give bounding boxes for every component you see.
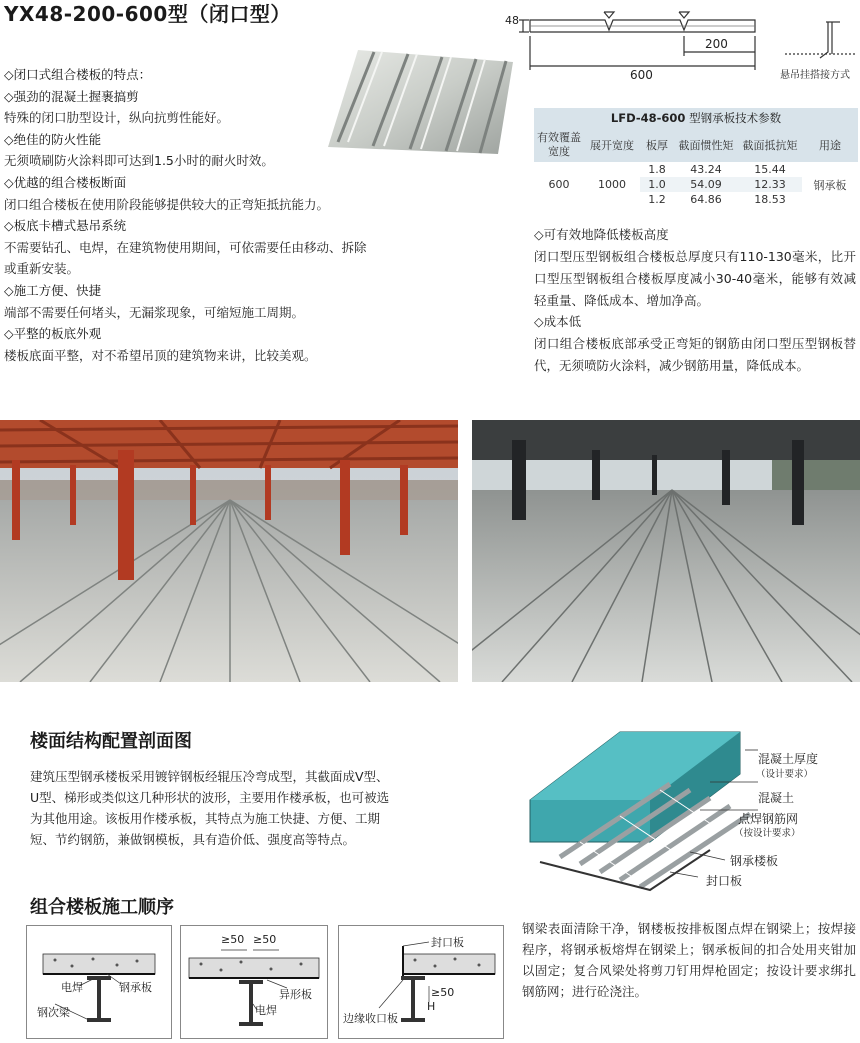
- spec-table: [534, 128, 858, 207]
- label-welded-mesh: 点焊钢筋网: [738, 812, 799, 826]
- section2-body: 钢梁表面清除干净，钢楼板按排板图点焊在钢梁上；按焊接程序，将钢承板熔焊在钢梁上；钢承板间的扣合处用夹钳加以固定；复合风梁处将剪刀钉用焊枪固定；按设计要求绑扎钢筋网；进行砼浇注。: [522, 921, 856, 999]
- feature-heading: ◇闭口式组合楼板的特点：: [4, 67, 152, 82]
- deck-product-photo: [318, 42, 518, 157]
- spec-cell: 1.8: [648, 163, 666, 176]
- d1-beam-label: 钢次梁: [37, 1006, 70, 1019]
- d3-seal-label: 封口板: [431, 936, 464, 949]
- spec-cell: 54.09: [690, 178, 722, 191]
- height-paragraph: 闭口型压型钢板组合楼板总厚度只有110-130毫米，比开口型压型钢板组合楼板厚度减小30-40毫米，能够有效减轻重量、降低成本、增加净高。: [534, 249, 856, 308]
- feature-text: 闭口组合楼板在使用阶段能够提供较大的正弯矩抵抗能力。: [4, 196, 330, 212]
- d2-shaped-label: 异形板: [279, 988, 312, 1001]
- spec-header: 板厚: [646, 139, 668, 152]
- spec-usage: 钢承板: [813, 178, 847, 192]
- page-title: YX48-200-600型（闭口型）: [4, 2, 291, 26]
- d2-weld-label: 电焊: [255, 1004, 277, 1017]
- spec-header: 展开宽度: [590, 139, 634, 152]
- feature-heading: ◇板底卡槽式悬吊系统: [4, 218, 127, 234]
- detail-panel-2: [180, 925, 328, 1039]
- spec-model: LFD-48-600: [610, 111, 686, 125]
- cost-heading: ◇成本低: [534, 314, 582, 329]
- spec-cover-width: 600: [548, 178, 570, 191]
- dim-height-label: 48: [505, 14, 519, 27]
- height-heading: ◇可有效地降低楼板高度: [534, 227, 669, 242]
- feature-text: 或重新安装。: [4, 261, 80, 277]
- feature-heading: ◇绝佳的防火性能: [4, 131, 102, 147]
- section1-body: 建筑压型钢承楼板采用镀锌钢板经辊压冷弯成型，其截面成V型、U型、梯形或类似这几种形状的波形，主要用作楼承板，也可被选为其他用途。该板用作楼承板，其特点为施工快捷、方便、工期短、节约钢筋，兼做钢模板，具有造价低、强度高等特点。: [30, 769, 390, 847]
- dim-pitch-label: 200: [705, 37, 728, 51]
- feature-heading: ◇施工方便、快捷: [4, 283, 102, 298]
- feature-text: 不需要钻孔、电焊，在建筑物使用期间，可依需要任由移动、拆除: [4, 239, 367, 255]
- hang-caption: 悬吊挂搭接方式: [780, 70, 850, 81]
- dim-width-label: 600: [630, 68, 653, 82]
- hang-detail-drawing: [780, 18, 860, 88]
- slab-section-diagram: [520, 722, 860, 902]
- cost-paragraph: 闭口组合楼板底部承受正弯矩的钢筋由闭口型压型钢板替代，无须喷防火涂料，减少钢筋用量，降低成本。: [534, 336, 856, 373]
- d3-h-label: H: [427, 1000, 436, 1013]
- label-thickness-note: （设计要求）: [756, 769, 814, 780]
- spec-cell: 43.24: [690, 163, 722, 176]
- spec-cell: 64.86: [690, 193, 722, 206]
- feature-text: 楼板底面平整，对不希望吊顶的建筑物来讲，比较美观。: [4, 347, 317, 363]
- feature-heading: ◇优越的组合楼板断面: [4, 175, 127, 190]
- d2-dim2: ≥50: [253, 933, 277, 946]
- feature-heading: ◇强劲的混凝土握裹搞剪: [4, 88, 139, 104]
- spec-cell: 15.44: [754, 163, 786, 176]
- spec-title-rest: 型钢承板技术参数: [685, 111, 782, 125]
- label-seal-plate: 封口板: [706, 874, 743, 888]
- spec-cell: 18.53: [754, 193, 786, 206]
- spec-table-block: [534, 108, 858, 207]
- feature-heading: ◇平整的板底外观: [4, 326, 102, 342]
- d3-dim: ≥50: [431, 986, 455, 999]
- spec-cell: 1.2: [648, 193, 666, 206]
- spec-header: 有效覆盖宽度: [537, 131, 581, 158]
- d1-deck-label: 钢承板: [119, 981, 152, 994]
- spec-header: 截面惯性矩: [678, 139, 734, 152]
- section2-title: 组合楼板施工顺序: [30, 897, 174, 918]
- label-deck: 钢承楼板: [730, 854, 779, 868]
- label-concrete-thickness: 混凝土厚度: [758, 752, 819, 766]
- spec-header: 截面抵抗矩: [742, 139, 798, 152]
- spec-header: 用途: [819, 139, 841, 152]
- spec-unfold-width: 1000: [598, 178, 626, 191]
- construction-photo-red-frame: [0, 420, 458, 682]
- spec-cell: 1.0: [648, 178, 666, 191]
- section1-title: 楼面结构配置剖面图: [30, 731, 192, 752]
- label-concrete: 混凝土: [758, 791, 795, 805]
- feature-text: 端部不需要任何堵头，无漏浆现象，可缩短施工周期。: [4, 304, 305, 320]
- d1-weld-label: 电焊: [61, 981, 83, 994]
- feature-text: 无须喷刷防火涂料即可达到1.5小时的耐火时效。: [4, 153, 274, 169]
- d3-edge-label: 边缘收口板: [343, 1012, 398, 1025]
- deck-profile-drawing: [505, 4, 765, 86]
- detail-panel-1: [26, 925, 172, 1039]
- spec-cell: 12.33: [754, 178, 786, 191]
- label-mesh-note: （按设计要求）: [734, 828, 801, 839]
- d2-dim1: ≥50: [221, 933, 245, 946]
- spec-table-title: [534, 108, 858, 128]
- construction-photo-black-frame: [472, 420, 860, 682]
- feature-text: 特殊的闭口肋型设计，纵向抗剪性能好。: [4, 110, 230, 126]
- detail-panel-3: [338, 925, 504, 1039]
